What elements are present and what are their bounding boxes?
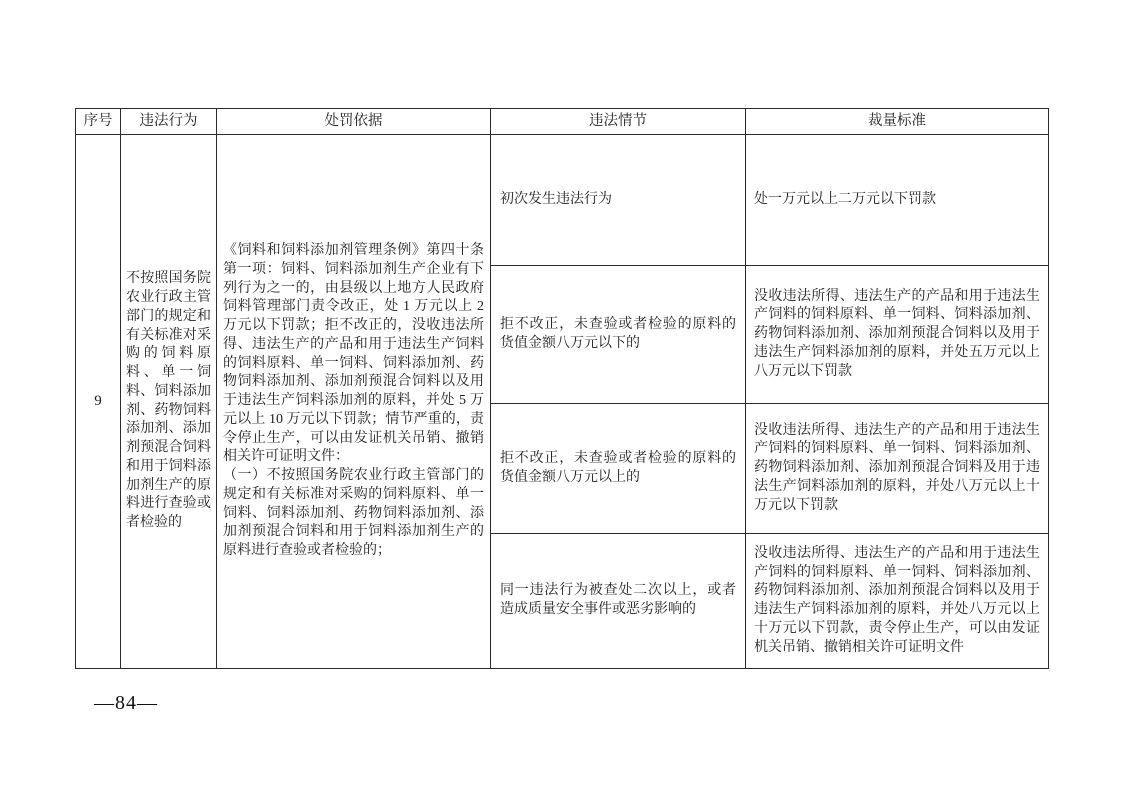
table-header-row [76,109,1049,135]
circumstance-cell-3 [491,404,746,534]
penalty-discretion-table [75,108,1049,669]
regulation-table-container [75,108,1048,669]
serial-number-cell: 9 [76,135,121,669]
circumstance-text-4: 同一违法行为被查处二次以上，或者造成质量安全事件或恶劣影响的 [500,583,736,617]
table-subrow-1 [76,135,1049,266]
standard-text-4: 没收违法所得、违法生产的产品和用于违法生产饲料的饲料原料、单一饲料、饲料添加剂、药物饲料添加剂、添加剂预混合饲料以及用于违法生产饲料添加剂的原料，并处八万元以上十万元以下罚款，责令停止生产，可以由发证机关吊销、撤销相关许可证明文件 [754,545,1040,655]
standard-text-1: 处一万元以上二万元以下罚款 [754,191,936,207]
circumstance-cell-1 [491,135,746,266]
standard-text-2: 没收违法所得、违法生产的产品和用于违法生产饲料的饲料原料、单一饲料、饲料添加剂、药物饲料添加剂、添加剂预混合饲料以及用于违法生产饲料添加剂的原料，并处五万元以上八万元以下罚款 [754,288,1040,379]
header-cell-serial-number: 序号 [76,109,121,135]
standard-text-3: 没收违法所得、违法生产的产品和用于违法生产饲料的饲料原料、单一饲料、饲料添加剂、药物饲料添加剂、添加剂预混合饲料及用于违法生产饲料添加剂的原料，并处八万元以上十万元以下罚款 [754,422,1040,513]
circumstance-cell-2 [491,266,746,404]
page-number: —84— [94,692,158,714]
header-cell-illegal-behavior: 违法行为 [121,109,217,135]
standard-cell-3 [746,404,1049,534]
circumstance-text-2: 拒不改正，未查验或者检验的原料的货值金额八万元以下的 [500,316,736,351]
penalty-basis-paragraph-1: 《饲料和饲料添加剂管理条例》第四十条第一项：饲料、饲料添加剂生产企业有下列行为之一的，由县级以上地方人民政府饲料管理部门责令改正，处 1 万元以上 2 万元以下罚款；拒不改正的，没收违法所得、违法生产的产品和用于违法生产饲料的饲料原料、单一饲料、饲料添加剂、药物饲料添加剂、添加剂预混合饲料以及用于违法生产饲料添加剂的原料，并处 5 万元以上 10 万元以下罚款；情节严重的，责令停止生产，可以由发证机关吊销、撤销相关许可证明文件： [223,243,484,465]
header-cell-discretion-standard: 裁量标准 [746,109,1049,135]
header-cell-penalty-basis: 处罚依据 [217,109,491,135]
penalty-basis-cell [217,135,491,669]
illegal-behavior-cell [121,135,217,669]
circumstance-text-3: 拒不改正，未查验或者检验的原料的货值金额八万元以上的 [500,450,736,485]
standard-cell-4 [746,534,1049,669]
standard-cell-2 [746,266,1049,404]
illegal-behavior-text: 不按照国务院农业行政主管部门的规定和有关标准对采购的饲料原料、单一饲料、饲料添加剂、药物饲料添加剂、添加剂预混合饲料和用于饲料添加剂生产的原料进行查验或者检验的 [126,271,211,530]
standard-cell-1 [746,135,1049,266]
penalty-basis-paragraph-2: （一）不按照国务院农业行政主管部门的规定和有关标准对采购的饲料原料、单一饲料、饲料添加剂、药物饲料添加剂、添加剂预混合饲料和用于饲料添加剂生产的原料进行查验或者检验的； [223,468,484,559]
circumstance-text-1: 初次发生违法行为 [500,191,612,207]
circumstance-cell-4 [491,534,746,669]
header-cell-illegal-circumstance: 违法情节 [491,109,746,135]
